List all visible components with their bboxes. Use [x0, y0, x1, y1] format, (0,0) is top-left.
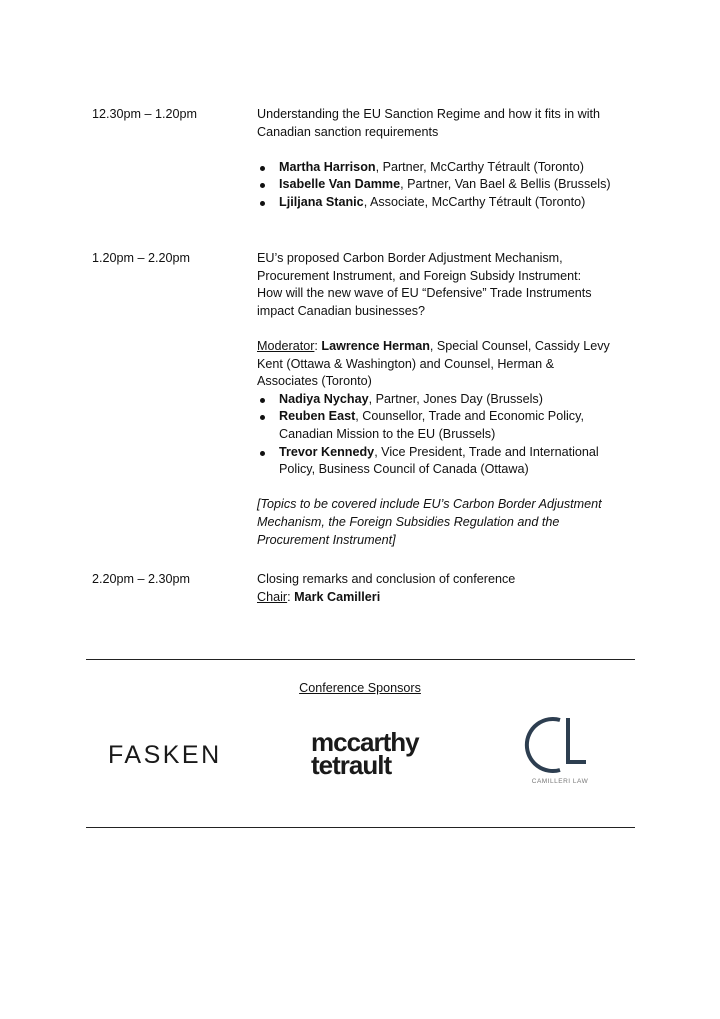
speaker-list	[257, 159, 632, 212]
chair: Chair: Mark Camilleri	[257, 589, 381, 604]
topics-note: [Topics to be covered include EU’s Carbon Border Adjustment Mechanism, the Foreign Subsidies Regulation and the Procurement Instrument]	[257, 497, 602, 547]
sponsors-heading: Conference Sponsors	[299, 681, 421, 695]
speaker-item: Nadiya Nychay, Partner, Jones Day (Brussels)	[257, 391, 632, 409]
camilleri-law-logo	[520, 712, 600, 802]
speaker-item: Trevor Kennedy, Vice President, Trade and International Policy, Business Council of Canada (Ottawa)	[257, 444, 632, 479]
session-content	[257, 571, 632, 606]
session-title: EU’s proposed Carbon Border Adjustment Mechanism, Procurement Instrument, and Foreign Subsidy Instrument: How will the new wave of EU “Defensive” Trade Instruments impact Canadian businesses?	[257, 251, 592, 318]
session-time: 12.30pm – 1.20pm	[92, 107, 198, 121]
mccarthy-tetrault-logo: mccarthy tetrault	[311, 727, 419, 780]
speaker-item: Isabelle Van Damme, Partner, Van Bael & Bellis (Brussels)	[257, 176, 632, 194]
moderator: Moderator: Lawrence Herman, Special Counsel, Cassidy Levy Kent (Ottawa & Washington) and Counsel, Herman & Associates (Toronto)	[257, 338, 610, 389]
session-time: 2.20pm – 2.30pm	[92, 572, 191, 586]
speaker-item: Martha Harrison, Partner, McCarthy Tétrault (Toronto)	[257, 159, 632, 177]
session-title: Closing remarks and conclusion of conference	[257, 572, 516, 586]
camilleri-cl-icon	[520, 712, 600, 776]
session-title: Understanding the EU Sanction Regime and how it fits in with Canadian sanction requirements	[257, 107, 601, 139]
camilleri-caption: CAMILLERI LAW	[531, 778, 589, 785]
session-content	[257, 250, 632, 549]
speaker-item: Reuben East, Counsellor, Trade and Economic Policy, Canadian Mission to the EU (Brussels)	[257, 408, 632, 443]
speaker-item: Ljiljana Stanic, Associate, McCarthy Tétrault (Toronto)	[257, 194, 632, 212]
session-time: 1.20pm – 2.20pm	[92, 251, 191, 265]
speaker-list	[257, 391, 632, 479]
divider-top	[86, 659, 635, 660]
session-content	[257, 106, 632, 212]
divider-bottom	[86, 827, 635, 828]
fasken-logo: FASKEN	[108, 741, 222, 769]
